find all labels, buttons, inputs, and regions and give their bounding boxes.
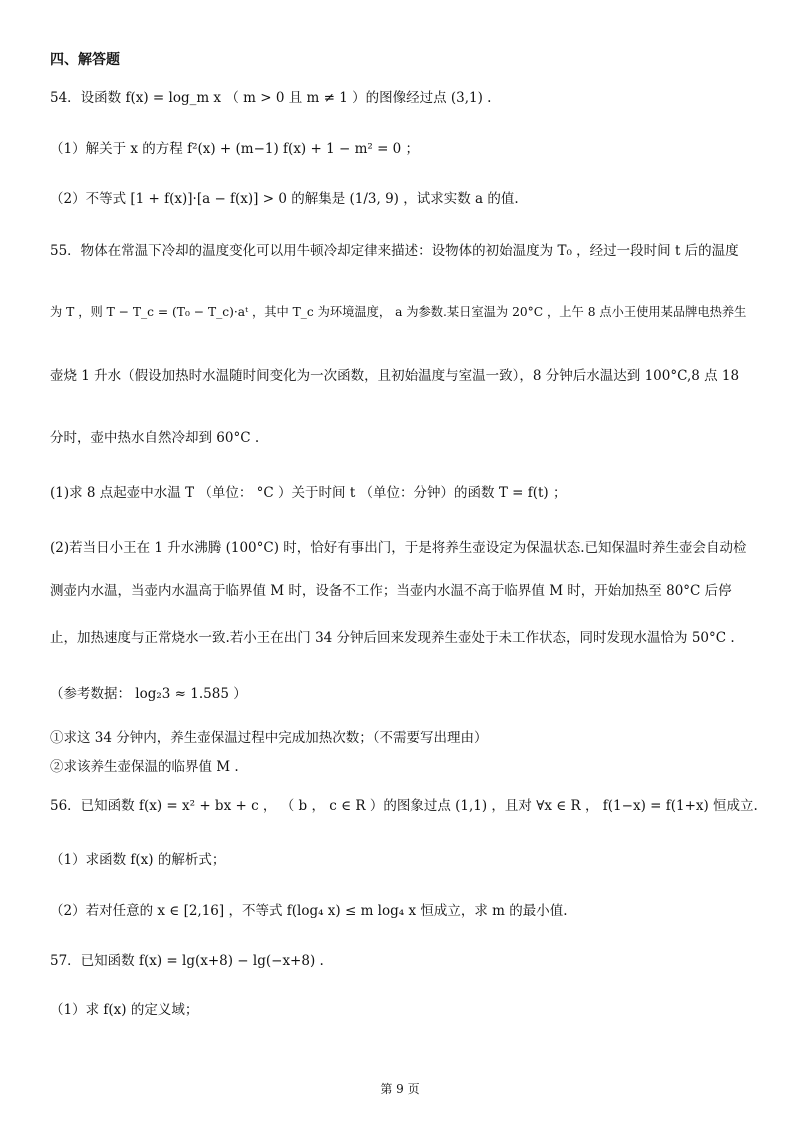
- page-footer: 第 9 页: [380, 1082, 420, 1096]
- section-title: 四、解答题: [50, 52, 120, 68]
- problem-55-line-1: 55．物体在常温下冷却的温度变化可以用牛顿冷却定律来描述：设物体的初始温度为 T₀ ，经过一段时间 t 后的温度: [50, 243, 739, 259]
- problem-54-part-1: （1）解关于 x 的方程 f²(x) + (m−1) f(x) + 1 − m² = 0 ；: [50, 141, 420, 157]
- problem-56-stem: 56．已知函数 f(x) = x² + bx + c ， （ b ， c ∈ R ）的图象过点 (1,1) ，且对 ∀x ∈ R ， f(1−x) = f(1+x) 恒成立.: [50, 798, 758, 814]
- problem-55-subpart-1: ①求这 34 分钟内，养生壶保温过程中完成加热次数；（不需要写出理由）: [50, 730, 488, 746]
- problem-55-reference-data: （参考数据： log₂3 ≈ 1.585 ）: [50, 686, 247, 702]
- problem-57-stem: 57．已知函数 f(x) = lg(x+8) − lg(−x+8) .: [50, 953, 324, 969]
- problem-55-part-2-line-2: 测壶内水温，当壶内水温高于临界值 M 时，设备不工作；当壶内水温不高于临界值 M 时，开始加热至 80°C 后停: [50, 583, 732, 599]
- problem-55-line-2: 为 T ，则 T − T_c = (T₀ − T_c)·aᵗ ，其中 T_c 为环境温度， a 为参数.某日室温为 20°C ，上午 8 点小王使用某品牌电热养生: [50, 305, 747, 319]
- problem-55-line-3: 壶烧 1 升水（假设加热时水温随时间变化为一次函数，且初始温度与室温一致），8 分钟后水温达到 100°C,8 点 18: [50, 368, 740, 384]
- problem-55-line-4: 分时，壶中热水自然冷却到 60°C .: [50, 430, 260, 446]
- problem-54-stem: 54．设函数 f(x) = log_m x （ m > 0 且 m ≠ 1 ）的图像经过点 (3,1) .: [50, 90, 492, 106]
- problem-55-part-1: (1)求 8 点起壶中水温 T （单位： °C ）关于时间 t （单位：分钟）的函数 T = f(t) ；: [50, 485, 567, 501]
- problem-54-part-2: （2）不等式 [1 + f(x)]·[a − f(x)] > 0 的解集是 (1/3, 9) ，试求实数 a 的值.: [50, 191, 519, 207]
- problem-55-part-2-line-3: 止，加热速度与正常烧水一致.若小王在出门 34 分钟后回来发现养生壶处于未工作状态，同时发现水温恰为 50°C .: [50, 630, 735, 646]
- problem-55-subpart-2: ②求该养生壶保温的临界值 M .: [50, 759, 239, 775]
- problem-55-part-2-line-1: (2)若当日小王在 1 升水沸腾 (100°C) 时，恰好有事出门，于是将养生壶设定为保温状态.已知保温时养生壶会自动检: [50, 540, 747, 556]
- problem-57-part-1: （1）求 f(x) 的定义域；: [50, 1002, 199, 1018]
- problem-56-part-2: （2）若对任意的 x ∈ [2,16] ，不等式 f(log₄ x) ≤ m log₄ x 恒成立，求 m 的最小值.: [50, 903, 568, 919]
- problem-56-part-1: （1）求函数 f(x) 的解析式；: [50, 852, 226, 868]
